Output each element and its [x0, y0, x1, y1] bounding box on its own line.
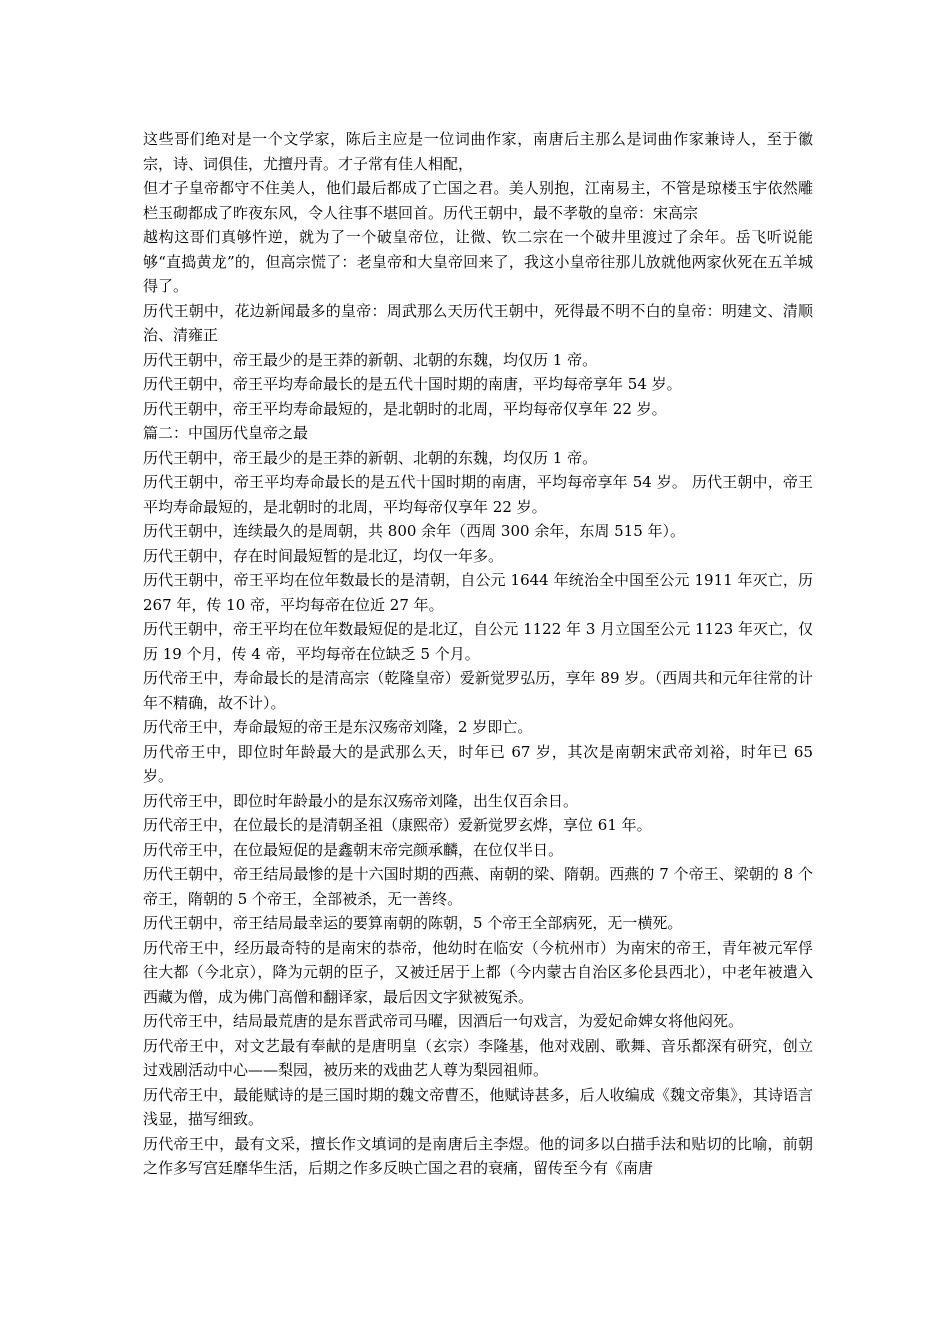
paragraph-22: 历代王朝中，帝王结局最幸运的要算南朝的陈朝，5 个帝王全部病死，无一横死。 — [143, 914, 683, 932]
paragraph-17: 历代帝王中，即位时年龄最大的是武那么天，时年已 67 岁，其次是南朝宋武帝刘裕，时年已 65 岁。 — [143, 742, 813, 785]
paragraph-6: 历代王朝中，帝王平均寿命最长的是五代十国时期的南唐，平均每帝享年 54 岁。 — [143, 375, 682, 393]
paragraph-27: 历代帝王中，最有文采，擅长作文填词的是南唐后主李煜。他的词多以白描手法和贴切的比喻，前朝之作多写宫廷靡华生活，后期之作多反映亡国之君的衰痛，留传至今有《南唐 — [143, 1134, 813, 1177]
paragraph-3: 越构这哥们真够忤逆，就为了一个破皇帝位，让微、钦二宗在一个破井里渡过了余年。岳飞听说能够“直捣黄龙”的，但高宗慌了：老皇帝和大皇帝回来了，我这小皇帝往那儿放就他两家伙死在五羊城得了。 — [143, 228, 813, 295]
paragraph-24: 历代帝王中，结局最荒唐的是东晋武帝司马曜，因酒后一句戏言，为爱妃命婢女将他闷死。 — [143, 1012, 744, 1030]
paragraph-18: 历代帝王中，即位时年龄最小的是东汉殇帝刘隆，出生仅百余日。 — [143, 791, 579, 810]
paragraph-4: 历代王朝中，花边新闻最多的皇帝：周武那么天历代王朝中，死得最不明不白的皇帝：明建文、清顺治、清雍正 — [143, 301, 813, 344]
paragraph-12: 历代王朝中，存在时间最短暂的是北辽，均仅一年多。 — [143, 546, 504, 565]
paragraph-10: 历代王朝中，帝王平均寿命最长的是五代十国时期的南唐，平均每帝享年 54 岁。 历代王朝中，帝王平均寿命最短的，是北朝时的北周，平均每帝仅享年 22 岁。 — [143, 473, 813, 516]
paragraph-15: 历代帝王中，寿命最长的是清高宗（乾隆皇帝）爱新觉罗弘历，享年 89 岁。（西周共和元年往常的计年不精确，故不计）。 — [143, 669, 813, 712]
paragraph-2: 但才子皇帝都守不住美人，他们最后都成了亡国之君。美人别抱，江南易主，不管是琼楼玉宇依然雕栏玉砌都成了昨夜东风，令人往事不堪回首。历代王朝中，最不孝敬的皇帝：宋高宗 — [143, 179, 813, 222]
paragraph-26: 历代帝王中，最能赋诗的是三国时期的魏文帝曹丕，他赋诗甚多，后人收编成《魏文帝集》，其诗语言浅显，描写细致。 — [143, 1085, 813, 1128]
paragraph-16: 历代帝王中，寿命最短的帝王是东汉殇帝刘隆，2 岁即亡。 — [143, 718, 533, 736]
paragraph-13: 历代王朝中，帝王平均在位年数最长的是清朝，自公元 1644 年统治全中国至公元 1911 年灭亡，历 267 年，传 10 帝，平均每帝在位近 27 年。 — [143, 571, 813, 614]
paragraph-5: 历代王朝中，帝王最少的是王莽的新朝、北朝的东魏，均仅历 1 帝。 — [143, 350, 598, 369]
section-heading: 篇二：中国历代皇帝之最 — [143, 424, 309, 442]
paragraph-9: 历代王朝中，帝王最少的是王莽的新朝、北朝的东魏，均仅历 1 帝。 — [143, 448, 598, 467]
paragraph-1: 这些哥们绝对是一个文学家，陈后主应是一位词曲作家，南唐后主那么是词曲作家兼诗人，至于徽宗，诗、词俱佳，尤擅丹青。才子常有佳人相配， — [143, 130, 813, 173]
paragraph-25: 历代帝王中，对文艺最有奉献的是唐明皇（玄宗）李隆基，他对戏剧、歌舞、音乐都深有研究，创立过戏剧活动中心——梨园，被历来的戏曲艺人尊为梨园祖师。 — [143, 1036, 813, 1079]
document-body — [143, 127, 813, 1181]
paragraph-20: 历代帝王中，在位最短促的是鑫朝末帝完颜承麟，在位仅半日。 — [143, 840, 564, 859]
paragraph-19: 历代帝王中，在位最长的是清朝圣祖（康熙帝）爱新觉罗玄烨，享位 61 年。 — [143, 816, 652, 834]
paragraph-23: 历代帝王中，经历最奇特的是南宋的恭帝，他幼时在临安（今杭州市）为南宋的帝王，青年被元军俘往大都（今北京），降为元朝的臣子，又被迁居于上都（今内蒙古自治区多伦县西北），中老年被遣入西藏为僧，成为佛门高僧和翻译家，最后因文字狱被冤杀。 — [143, 938, 813, 1006]
paragraph-21: 历代王朝中，帝王结局最惨的是十六国时期的西燕、南朝的梁、隋朝。西燕的 7 个帝王、梁朝的 8 个帝王，隋朝的 5 个帝王，全部被杀，无一善终。 — [143, 865, 813, 908]
paragraph-11: 历代王朝中，连续最久的是周朝，共 800 余年（西周 300 余年，东周 515 年）。 — [143, 522, 686, 540]
paragraph-7: 历代王朝中，帝王平均寿命最短的，是北朝时的北周，平均每帝仅享年 22 岁。 — [143, 399, 667, 418]
paragraph-14: 历代王朝中，帝王平均在位年数最短促的是北辽，自公元 1122 年 3 月立国至公元 1123 年灭亡，仅历 19 个月，传 4 帝，平均每帝在位缺乏 5 个月。 — [143, 620, 813, 663]
